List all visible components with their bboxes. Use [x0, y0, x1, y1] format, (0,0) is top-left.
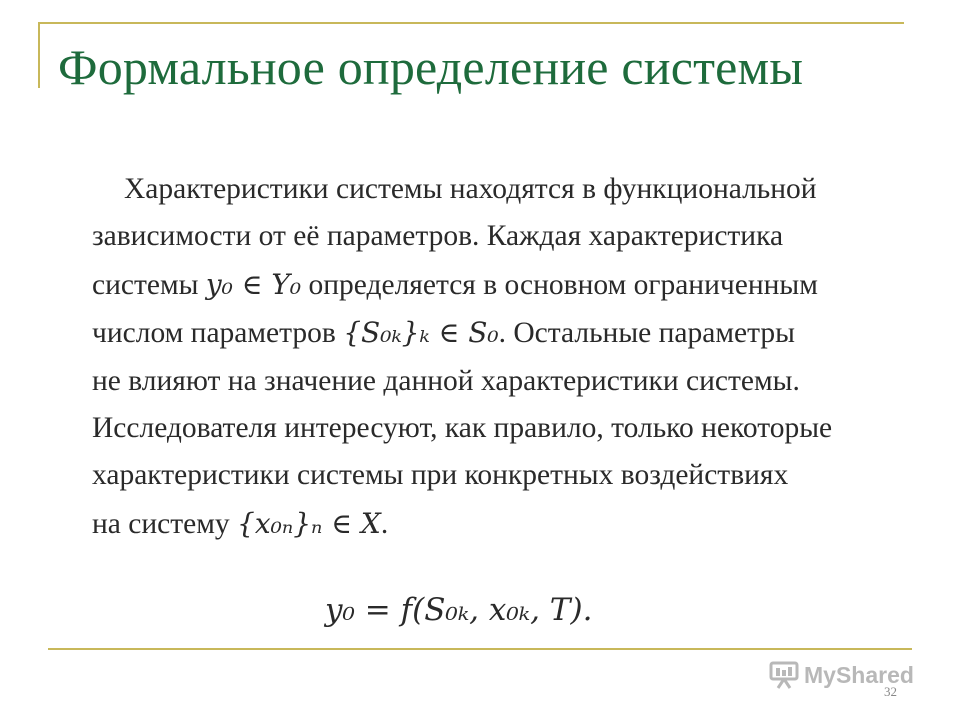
bottom-divider	[48, 648, 912, 650]
line-3-text-end: определяется в основном ограниченным	[301, 268, 818, 301]
paragraph-line-6: Исследователя интересуют, как правило, только некоторые	[92, 412, 833, 445]
paragraph-line-5: не влияют на значение данной характеристики системы.	[92, 364, 800, 397]
logo-text: MyShared	[804, 661, 914, 688]
line-8-text-end: .	[380, 507, 389, 540]
frame-left-line	[38, 22, 40, 88]
math-y0-in-Y0: y₀ ∈ Y₀	[205, 267, 302, 301]
paragraph-line-1: Характеристики системы находятся в функциональной	[124, 173, 817, 205]
page-number: 32	[884, 684, 897, 699]
slide-title: Формальное определение системы	[58, 39, 804, 95]
line-4-text-end: . Остальные параметры	[498, 317, 795, 350]
paragraph-line-8	[92, 500, 912, 548]
math-S0k-set: {S₀ₖ}ₖ ∈ S₀	[343, 316, 499, 350]
paragraph-line-2: зависимости от её параметров. Каждая характеристика	[92, 220, 784, 253]
math-x0n-set: {x₀ₙ}ₙ ∈ X	[237, 506, 381, 540]
paragraph-line-4	[92, 309, 912, 357]
paragraph-line-3	[92, 261, 912, 309]
definition-paragraph	[92, 166, 912, 548]
line-4-text-start: числом параметров	[92, 317, 344, 350]
formula-y0: y₀ = f(S₀ₖ, x₀ₖ, T).	[325, 592, 593, 628]
presentation-board-icon	[768, 661, 800, 689]
line-8-text-start: на систему	[92, 507, 238, 540]
frame-top-line	[38, 22, 904, 24]
line-3-text-start: системы	[92, 268, 206, 301]
paragraph-line-7: характеристики системы при конкретных воздействиях	[92, 459, 789, 492]
